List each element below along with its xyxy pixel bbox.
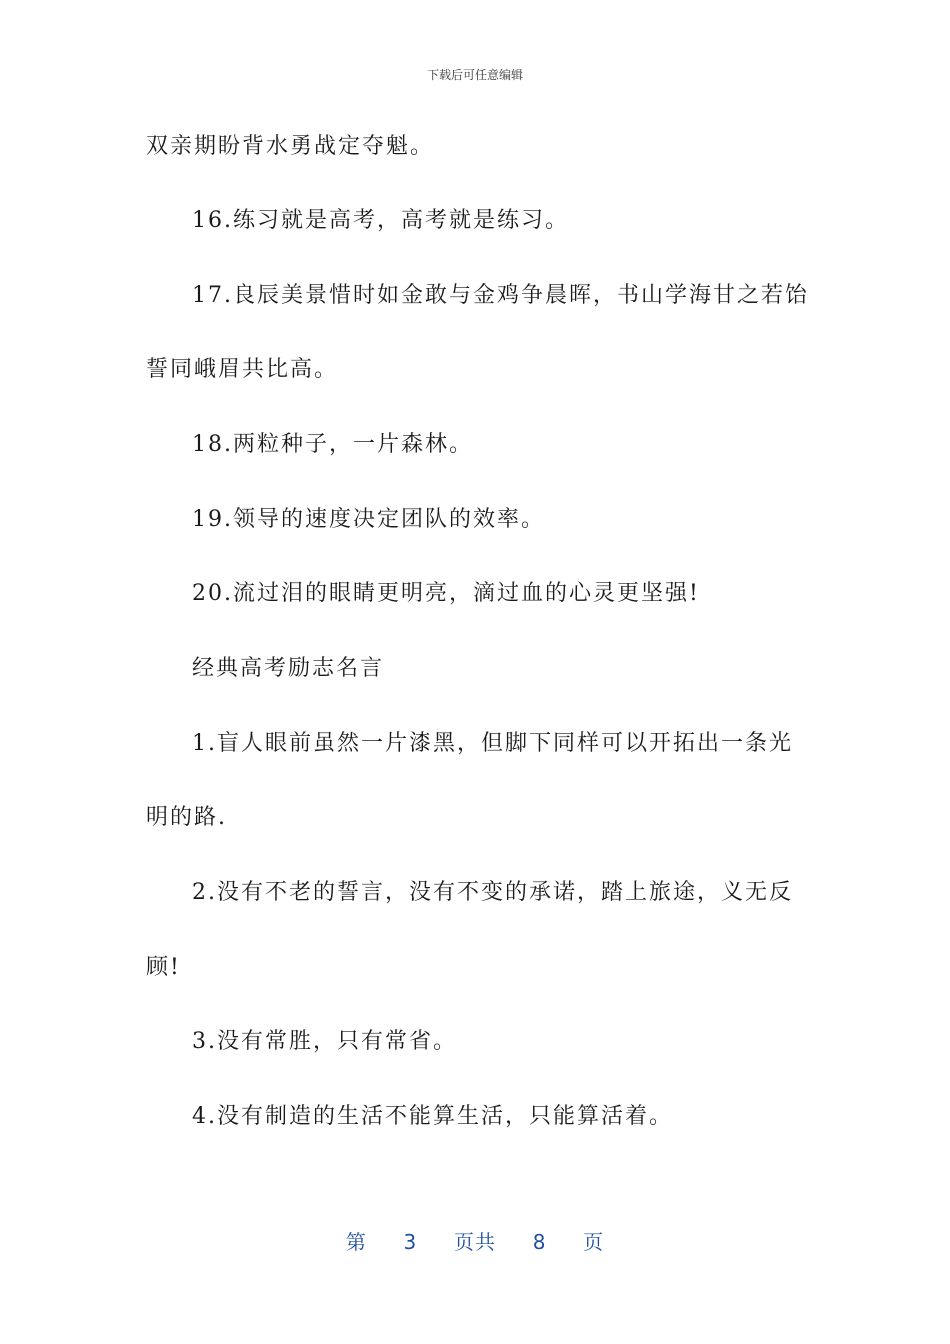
current-page-number: 3: [403, 1230, 418, 1254]
text-line: 双亲期盼背水勇战定夺魁。: [146, 134, 435, 159]
text-line: 3.没有常胜，只有常省。: [192, 1029, 457, 1054]
text-line: 19.领导的速度决定团队的效率。: [192, 507, 545, 532]
footer-suffix: 页: [583, 1230, 605, 1254]
text-line: 1.盲人眼前虽然一片漆黑，但脚下同样可以开拓出一条光: [192, 731, 793, 756]
text-line: 16.练习就是高考，高考就是练习。: [192, 208, 569, 233]
text-line: 2.没有不老的誓言，没有不变的承诺，踏上旅途，义无反: [192, 880, 793, 905]
text-line: 17.良辰美景惜时如金敢与金鸡争晨晖，书山学海甘之若饴: [192, 283, 809, 308]
text-line: 顾!: [146, 955, 181, 980]
text-line: 20.流过泪的眼睛更明亮，滴过血的心灵更坚强!: [192, 581, 700, 606]
page-header: 下载后可任意编辑: [426, 68, 523, 82]
text-line: 明的路.: [146, 805, 227, 830]
footer-middle: 页共: [454, 1230, 496, 1254]
footer-prefix: 第: [345, 1230, 367, 1254]
text-line: 4.没有制造的生活不能算生活，只能算活着。: [192, 1104, 673, 1129]
total-pages-number: 8: [532, 1230, 547, 1254]
page-footer: [0, 1226, 950, 1255]
section-heading: 经典高考励志名言: [192, 656, 385, 681]
text-line: 18.两粒种子，一片森林。: [192, 432, 473, 457]
text-line: 誓同峨眉共比高。: [146, 357, 339, 382]
